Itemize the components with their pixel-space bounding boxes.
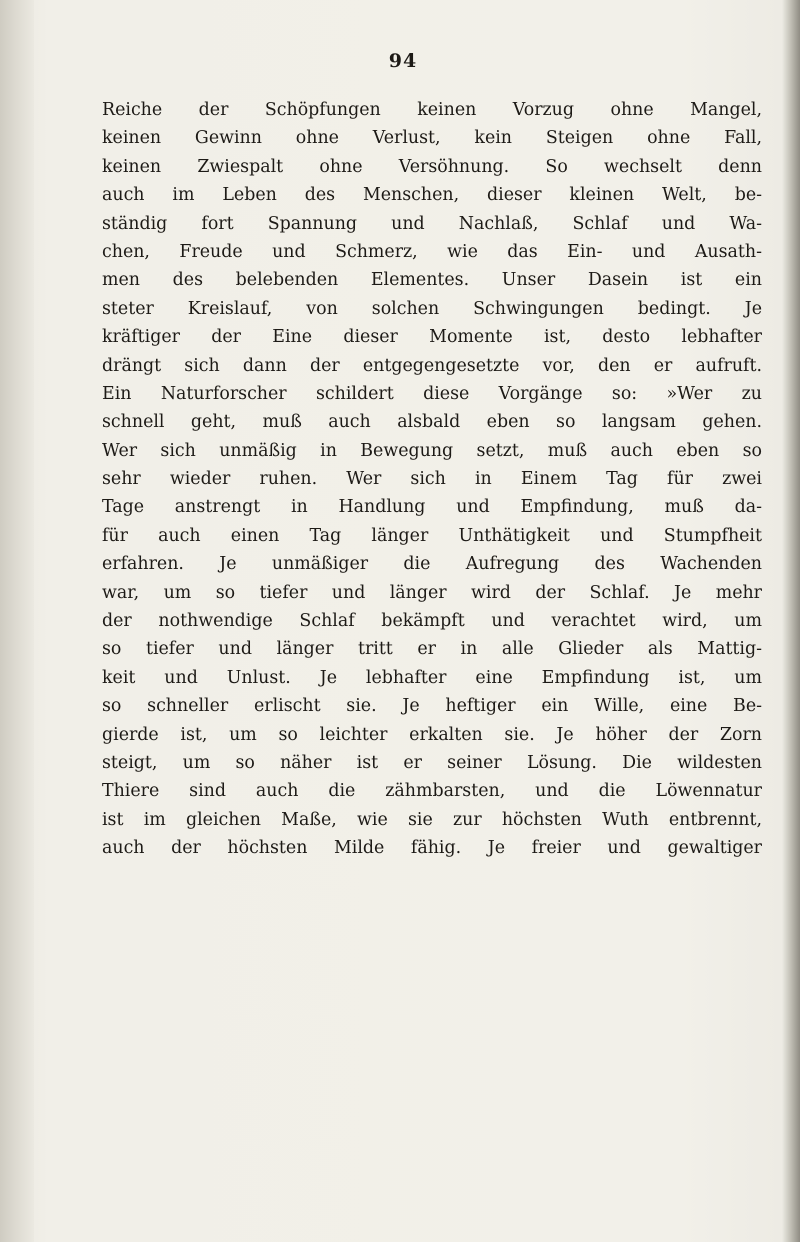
text-line: Wer sich unmäßig in Bewegung setzt, muß auch eben so bbox=[102, 440, 762, 461]
text-line: steter Kreislauf, von solchen Schwingungen bedingt. Je bbox=[102, 298, 762, 319]
text-line: schnell geht, muß auch alsbald eben so langsam gehen. bbox=[102, 412, 762, 433]
text-line: ist im gleichen Maße, wie sie zur höchsten Wuth entbrennt, bbox=[102, 809, 762, 830]
text-line: sehr wieder ruhen. Wer sich in Einem Tag für zwei bbox=[102, 469, 762, 490]
text-line: Reiche der Schöpfungen keinen Vorzug ohne Mangel, bbox=[102, 100, 762, 120]
text-line: für auch einen Tag länger Unthätigkeit und Stumpfheit bbox=[102, 525, 762, 546]
text-line: gierde ist, um so leichter erkalten sie. Je höher der Zorn bbox=[102, 724, 762, 745]
page-number: 94 bbox=[388, 50, 418, 72]
text-line: men des belebenden Elementes. Unser Dasein ist ein bbox=[102, 270, 762, 291]
text-line: war, um so tiefer und länger wird der Schlaf. Je mehr bbox=[102, 582, 762, 603]
text-line: keinen Gewinn ohne Verlust, kein Steigen ohne Fall, bbox=[102, 128, 762, 149]
text-line: so schneller erlischt sie. Je heftiger ein Wille, eine Be- bbox=[102, 696, 762, 717]
page-gutter bbox=[0, 0, 34, 1242]
text-line: kräftiger der Eine dieser Momente ist, desto lebhafter bbox=[102, 327, 762, 348]
page-edge bbox=[782, 0, 800, 1242]
text-line: so tiefer und länger tritt er in alle Glieder als Mattig- bbox=[102, 639, 762, 660]
text-line: Thiere sind auch die zähmbarsten, und die Löwennatur bbox=[102, 781, 762, 802]
body-text bbox=[102, 96, 762, 863]
text-line: auch der höchsten Milde fähig. Je freier und gewaltiger bbox=[102, 838, 762, 859]
text-line: drängt sich dann der entgegengesetzte vor, den er aufruft. bbox=[102, 355, 762, 376]
text-line: Ein Naturforscher schildert diese Vorgänge so: »Wer zu bbox=[102, 383, 762, 404]
text-line: steigt, um so näher ist er seiner Lösung. Die wildesten bbox=[102, 752, 762, 773]
text-line: auch im Leben des Menschen, dieser kleinen Welt, be- bbox=[102, 185, 762, 206]
text-line: keinen Zwiespalt ohne Versöhnung. So wechselt denn bbox=[102, 156, 762, 177]
text-line: Tage anstrengt in Handlung und Empfindung, muß da- bbox=[102, 497, 762, 518]
text-line: keit und Unlust. Je lebhafter eine Empfindung ist, um bbox=[102, 667, 762, 688]
text-line: der nothwendige Schlaf bekämpft und verachtet wird, um bbox=[102, 611, 762, 632]
text-line: ständig fort Spannung und Nachlaß, Schlaf und Wa- bbox=[102, 213, 762, 234]
text-line: chen, Freude und Schmerz, wie das Ein- und Ausath- bbox=[102, 241, 762, 262]
text-line: erfahren. Je unmäßiger die Aufregung des Wachenden bbox=[102, 554, 762, 575]
